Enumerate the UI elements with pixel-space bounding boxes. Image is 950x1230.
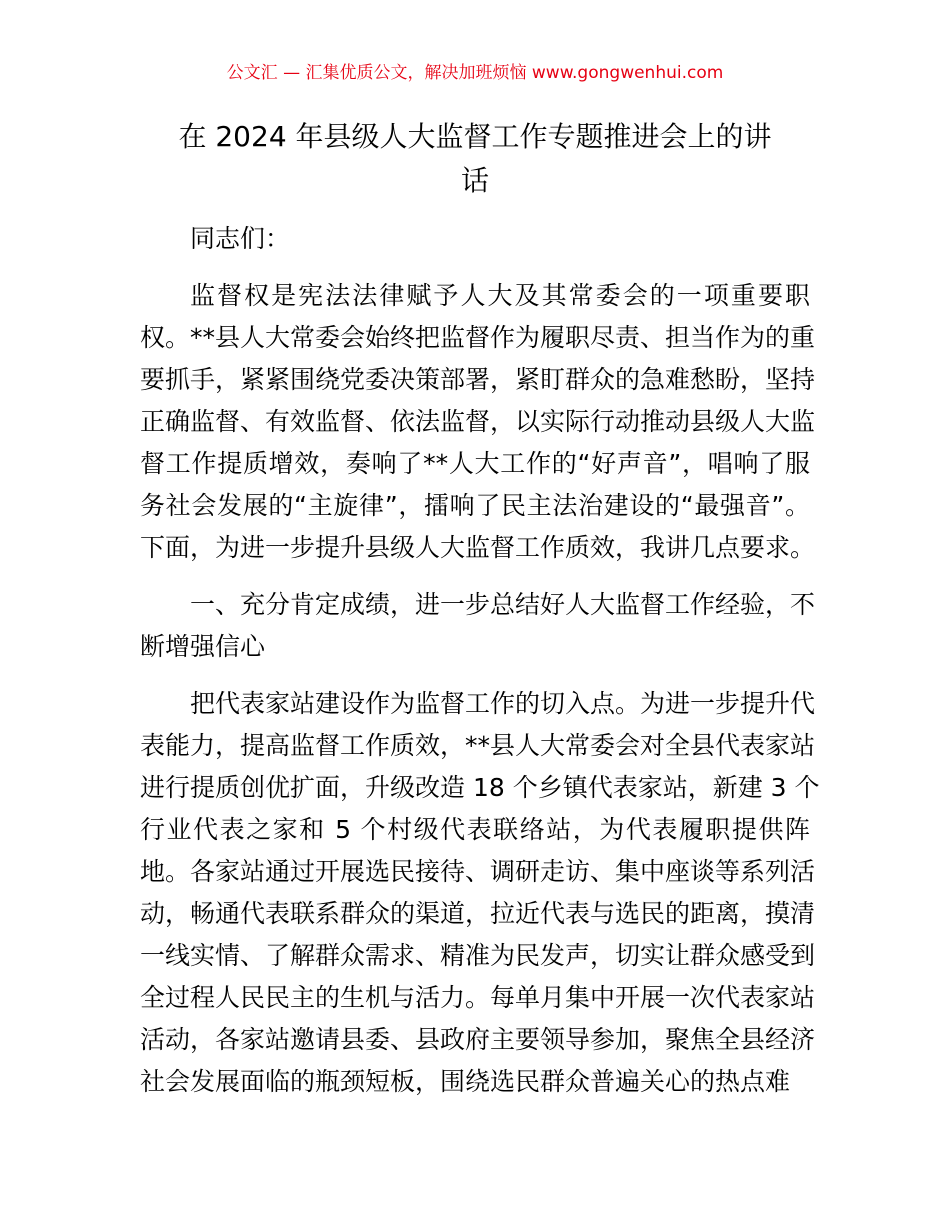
- paragraph: [140, 683, 820, 1103]
- paragraph-line: 全过程人民民主的生机与活力。每单月集中开展一次代表家站: [140, 983, 816, 1012]
- paragraph-line: 正确监督、有效监督、依法监督，以实际行动推动县级人大监: [140, 407, 816, 436]
- paragraph: [140, 218, 810, 260]
- paragraph-line: 行业代表之家和 5 个村级代表联络站，为代表履职提供阵: [140, 815, 810, 844]
- paragraph-line: 一线实情、了解群众需求、精准为民发声，切实让群众感受到: [140, 941, 816, 970]
- paragraph-line: 同志们：: [190, 224, 291, 253]
- document-body: [140, 218, 820, 1118]
- paragraph-line: 把代表家站建设作为监督工作的切入点。为进一步提升代: [190, 689, 816, 718]
- paragraph-line: 下面，为进一步提升县级人大监督工作质效，我讲几点要求。: [140, 533, 816, 562]
- paragraph: [140, 584, 816, 668]
- paragraph-line: 社会发展面临的瓶颈短板，围绕选民群众普遍关心的热点难: [140, 1067, 791, 1096]
- paragraph-line: 监督权是宪法法律赋予人大及其常委会的一项重要职: [190, 281, 810, 310]
- paragraph-line: 督工作提质增效，奏响了**人大工作的“好声音”，唱响了服: [140, 449, 810, 478]
- paragraph-line: 务社会发展的“主旋律”，擂响了民主法治建设的“最强音”。: [140, 491, 810, 520]
- paragraph-line: 表能力，提高监督工作质效，**县人大常委会对全县代表家站: [140, 731, 816, 760]
- title-line: 话: [460, 164, 489, 197]
- paragraph-line: 断增强信心: [140, 632, 266, 661]
- paragraph-line: 权。**县人大常委会始终把监督作为履职尽责、担当作为的重: [140, 323, 816, 352]
- paragraph-line: 动，畅通代表联系群众的渠道，拉近代表与选民的距离，摸清: [140, 899, 816, 928]
- paragraph-line: 活动，各家站邀请县委、县政府主要领导参加，聚焦全县经济: [140, 1025, 816, 1054]
- document-title: [130, 115, 820, 203]
- paragraph-line: 要抓手，紧紧围绕党委决策部署，紧盯群众的急难愁盼，坚持: [140, 365, 816, 394]
- watermark-header: 公文汇 — 汇集优质公文，解决加班烦恼 www.gongwenhui.com: [226, 63, 724, 83]
- paragraph: [140, 275, 816, 569]
- paragraph-line: 进行提质创优扩面，升级改造 18 个乡镇代表家站，新建 3 个: [140, 773, 820, 802]
- title-line: 在 2024 年县级人大监督工作专题推进会上的讲: [178, 120, 772, 153]
- paragraph-line: 一、充分肯定成绩，进一步总结好人大监督工作经验，不: [190, 590, 816, 619]
- paragraph-line: 地。各家站通过开展选民接待、调研走访、集中座谈等系列活: [140, 857, 816, 886]
